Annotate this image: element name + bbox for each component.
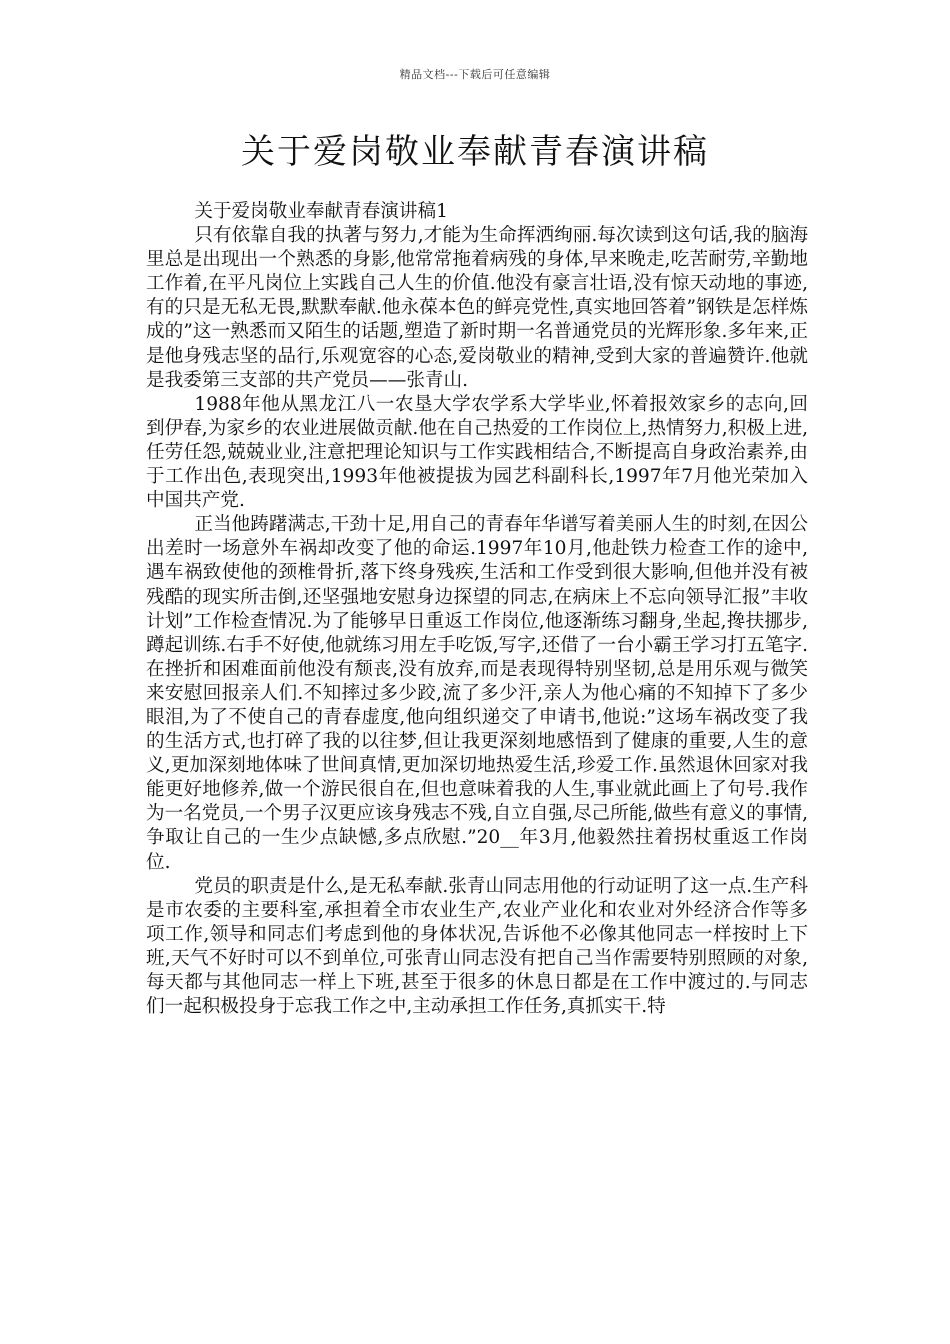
paragraph: 党员的职责是什么,是无私奉献.张青山同志用他的行动证明了这一点.生产科是市农委的主要科室,承担着全市农业生产,农业产业化和农业对外经济合作等多项工作,领导和同志们考虑到他的身体状况,告诉他不必像其他同志一样按时上下班,天气不好时可以不到单位,可张青山同志没有把自己当作需要特别照顾的对象,每天都与其他同志一样上下班,甚至于很多的休息日都是在工作中渡过的.与同志们一起积极投身于忘我工作之中,主动承担工作任务,真抓实干.特 (146, 875, 808, 1018)
subtitle-line: 关于爱岗敬业奉献青春演讲稿1 (194, 201, 448, 222)
paragraph: 正当他踌躇满志,干劲十足,用自己的青春年华谱写着美丽人生的时刻,在因公出差时一场意外车祸却改变了他的命运.1997年10月,他赴铁力检查工作的途中,遇车祸致使他的颈椎骨折,落下终身残疾,生活和工作受到很大影响,但他并没有被残酷的现实所击倒,还坚强地安慰身边探望的同志,在病床上不忘向领导汇报”丰收计划”工作检查情况.为了能够早日重返工作岗位,他逐渐练习翻身,坐起,搀扶挪步,蹲起训练.右手不好使,他就练习用左手吃饭,写字,还借了一台小霸王学习打五笔字.在挫折和困难面前他没有颓丧,没有放弃,而是表现得特别坚韧,总是用乐观与微笑来安慰回报亲人们.不知摔过多少跤,流了多少汗,亲人为他心痛的不知掉下了多少眼泪,为了不使自己的青春虚度,他向组织递交了申请书,他说:”这场车祸改变了我的生活方式,也打碎了我的以往梦,但让我更深刻地感悟到了健康的重要,人生的意义,更加深刻地体味了世间真情,更加深切地热爱生活,珍爱工作.虽然退休回家对我能更好地修养,做一个游民很自在,但也意味着我的人生,事业就此画上了句号.我作为一名党员,一个男子汉更应该身残志不残,自立自强,尽己所能,做些有意义的事情,争取让自己的一生少点缺憾,多点欣慰.”20__年3月,他毅然拄着拐杖重返工作岗位. (146, 514, 808, 873)
header-note: 精品文档---下载后可任意编辑 (399, 68, 551, 81)
paragraph: 1988年他从黑龙江八一农垦大学农学系大学毕业,怀着报效家乡的志向,回到伊春,为家乡的农业进展做贡献.他在自己热爱的工作岗位上,热情努力,积极上进,任劳任怨,兢兢业业,注意把理论知识与工作实践相结合,不断提高自身政治素养,由于工作出色,表现突出,1993年他被提拔为园艺科副科长,1997年7月他光荣加入中国共产党. (146, 393, 808, 512)
paragraph: 只有依靠自我的执著与努力,才能为生命挥洒绚丽.每次读到这句话,我的脑海里总是出现出一个熟悉的身影,他常常拖着病残的身体,早来晚走,吃苦耐劳,辛勤地工作着,在平凡岗位上实践自己人生的价值.他没有豪言壮语,没有惊天动地的事迹,有的只是无私无畏,默默奉献.他永葆本色的鲜亮党性,真实地回答着”钢铁是怎样炼成的”这一熟悉而又陌生的话题,塑造了新时期一名普通党员的光辉形象.多年来,正是他身残志坚的品行,乐观宽容的心态,爱岗敬业的精神,受到大家的普遍赞许.他就是我委第三支部的共产党员——张青山. (146, 225, 808, 391)
page-title: 关于爱岗敬业奉献青春演讲稿 (241, 132, 709, 172)
document-body (146, 200, 808, 1019)
